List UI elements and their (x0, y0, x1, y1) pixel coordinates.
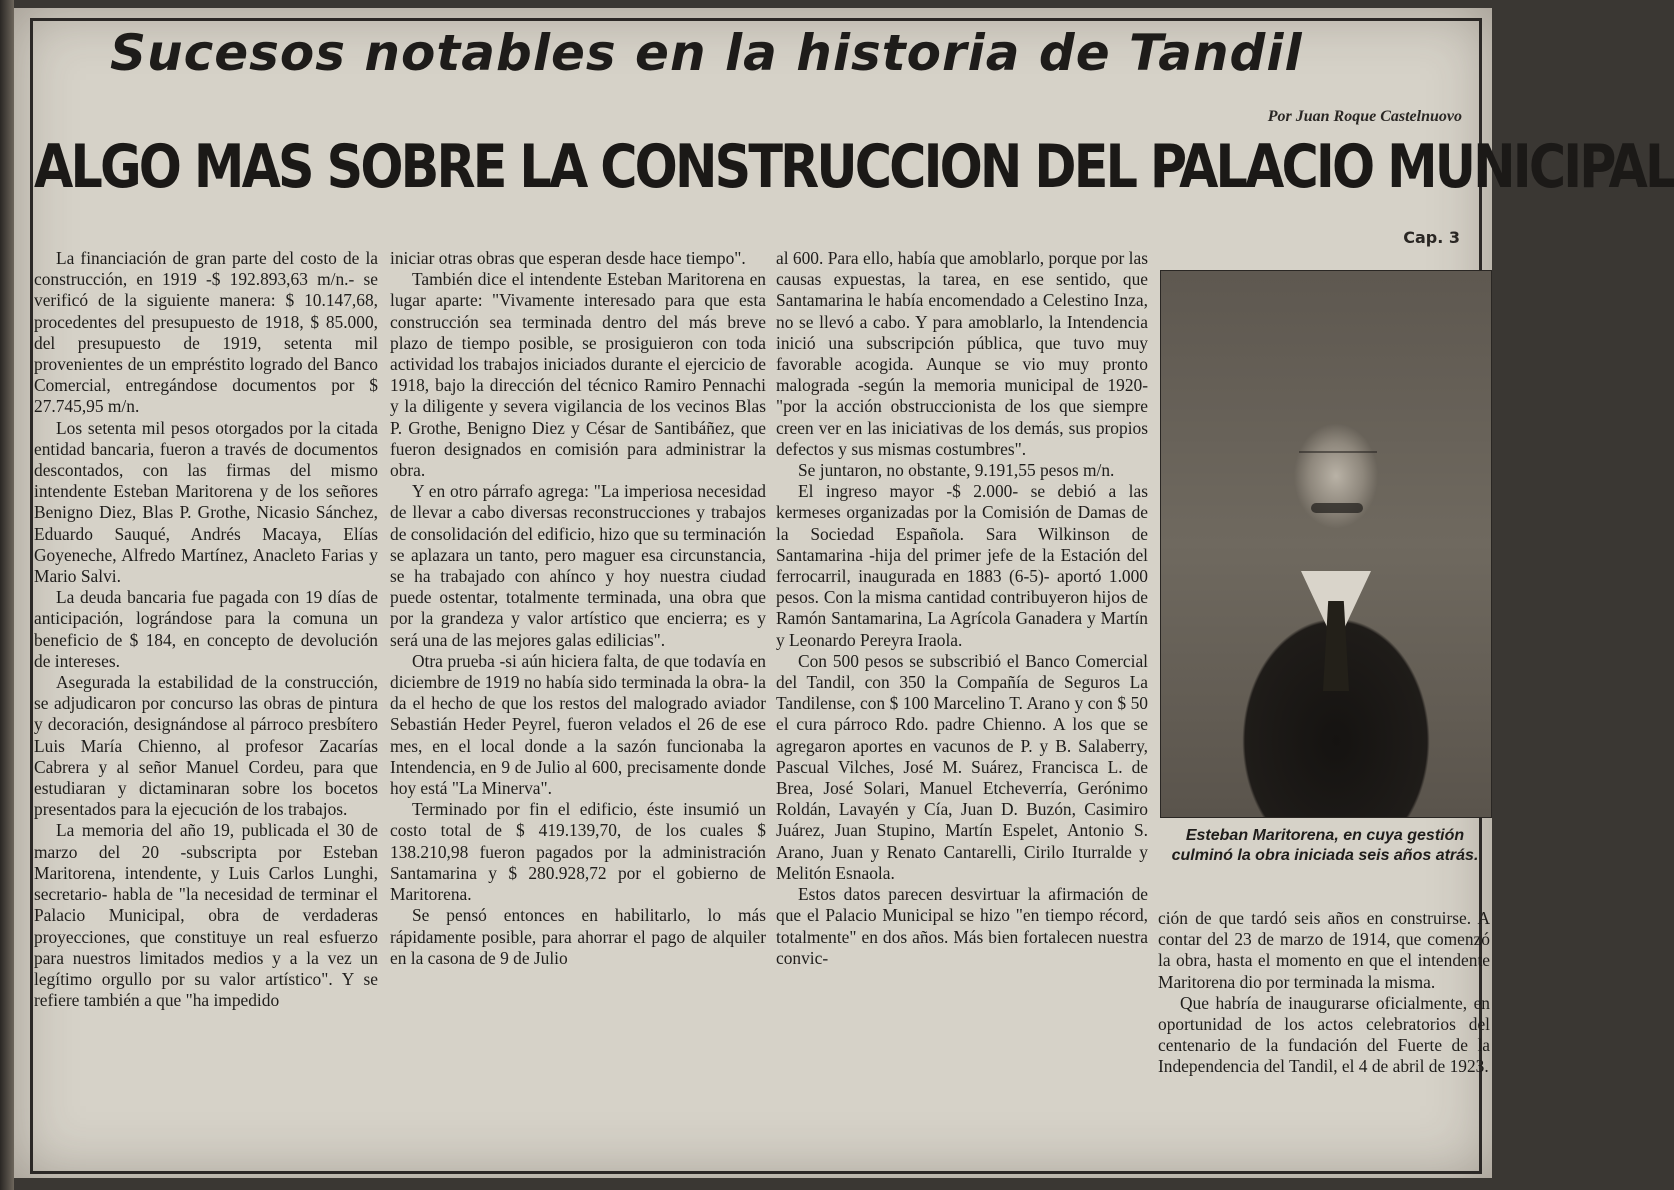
paragraph: Se juntaron, no obstante, 9.191,55 pesos m/n. (798, 460, 1115, 481)
chapter-label: Cap. 3 (1403, 228, 1460, 247)
paragraph: También dice el intendente Esteban Maritorena en lugar aparte: "Vivamente interesado para que esta construcción sea terminada dentro del más breve plazo de tiempo posible, se prosiguieron con toda actividad los trabajos iniciados durante el ejercicio de 1918, bajo la dirección del técnico Ramiro Pennachi y la diligente y severa vigilancia de los vecinos Blas P. Grothe, Benigno Diez y César de Santibáñez, que fueron designados en comisión para administrar la obra. (390, 269, 766, 481)
paragraph: iniciar otras obras que esperan desde hace tiempo". (390, 248, 746, 268)
paragraph: Estos datos parecen desvirtuar la afirmación de que el Palacio Municipal se hizo "en tiempo récord, totalmente" en dos años. Más bien fortalecen nuestra convic- (776, 884, 1148, 968)
paragraph: Terminado por fin el edificio, éste insumió un costo total de $ 419.139,70, de los cuales $ 138.210,98 fueron pagados por la administración Santamarina y $ 280.928,72 por el gobierno de Maritorena. (390, 799, 766, 905)
article-headline: ALGO MAS SOBRE LA CONSTRUCCION DEL PALACIO MUNICIPAL (34, 132, 1674, 202)
page-left-edge (0, 0, 14, 1190)
text-column-4 (1158, 908, 1490, 1148)
paragraph: Los setenta mil pesos otorgados por la citada entidad bancaria, fueron a través de documentos descontados, con las firmas del mismo intendente Esteban Maritorena y de los señores Benigno Diez, Blas P. Grothe, Nicasio Sánchez, Eduardo Sauqué, Andrés Macaya, Elías Goyeneche, Alfredo Martínez, Anacleto Farias y Mario Salvi. (34, 417, 378, 587)
photo-caption: Esteban Maritorena, en cuya gestión culminó la obra iniciada seis años atrás. (1171, 827, 1479, 864)
paragraph: La financiación de gran parte del costo de la construcción, en 1919 -$ 192.893,63 m/n.- se verificó de la siguiente manera: $ 10.147,68, procedentes del presupuesto de 1918, $ 85.000, del presupuesto de 1919, setenta mil provenientes de un empréstito logrado del Banco Comercial, entregándose documentos por $ 27.745,95 m/n. (34, 248, 378, 417)
glasses-detail (1299, 451, 1377, 473)
text-column-3 (776, 248, 1148, 1153)
paragraph: Asegurada la estabilidad de la construcción, se adjudicaron por concurso las obras de pintura y decoración, designándose al párroco presbítero Luis María Chienno, al profesor Zacarías Cabrera y al señor Manuel Cordeu, para que estudiaran y dictaminaran sobre los bocetos presentados para la ejecución de los trabajos. (34, 672, 378, 820)
paragraph: El ingreso mayor -$ 2.000- se debió a las kermeses organizadas por la Comisión de Damas de la Sociedad Española. Sara Wilkinson de Santamarina -hija del primer jefe de la Estación del ferrocarril, inaugurada en 1883 (6-5)- aportó 1.000 pesos. Con la misma cantidad contribuyeron hijos de Ramón Santamarina, La Agrícola Ganadera y Martín y Leonardo Pereyra Iraola. (776, 481, 1148, 650)
newspaper-page (14, 8, 1674, 1178)
paragraph: Otra prueba -si aún hiciera falta, de que todavía en diciembre de 1919 no había sido terminada la obra- la da el hecho de que los restos del malogrado aviador Sebastián Heder Peyrel, fueron velados el 26 de ese mes, en el local donde a la sazón funcionaba la Intendencia, en 9 de Julio al 600, precisamente donde hoy está "La Minerva". (390, 650, 766, 799)
byline: Por Juan Roque Castelnuovo (1267, 108, 1462, 125)
moustache-detail (1311, 503, 1363, 513)
section-kicker: Sucesos notables en la historia de Tandil (110, 24, 1303, 82)
paragraph: Con 500 pesos se subscribió el Banco Comercial del Tandil, con 350 la Compañía de Seguros La Tandilense, con $ 100 Marcelino T. Arano y con $ 50 el cura párroco Rdo. padre Chienno. A los que se agregaron aportes en vacunos de P. y B. Salaberry, Pascual Vilches, José M. Suárez, Francisca L. de Brea, José Solari, Manuel Etcheverría, Gerónimo Roldán, Lavayén y Cía, Juan D. Buzón, Casimiro Juárez, Juan Stupino, Martín Espelet, Antonio S. Arano, Juan y Renato Cantarelli, Cirilo Iturralde y Melitón Esnaola. (776, 650, 1148, 883)
text-column-1 (34, 248, 378, 1153)
paragraph: Que habría de inaugurarse oficialmente, en oportunidad de los actos celebratorios del centenario de la fundación del Fuerte de la Independencia del Tandil, el 4 de abril de 1923. (1158, 992, 1490, 1077)
paragraph: al 600. Para ello, había que amoblarlo, porque por las causas expuestas, la tarea, en ese sentido, que Santamarina le había encomendado a Celestino Inza, no se llevó a cabo. Y para amoblarlo, la Intendencia inició una subscripción pública, que tuvo muy favorable acogida. Aunque se vio muy pronto malograda -según la memoria municipal de 1920- "por la acción obstruccionista de los que siempre creen ver en las iniciativas de los demás, sus propios defectos y sus mismas costumbres". (776, 248, 1148, 459)
portrait-photo (1160, 270, 1492, 818)
paragraph: La deuda bancaria fue pagada con 19 días de anticipación, lográndose para la comuna un beneficio de $ 184, en concepto de devolución de intereses. (34, 587, 378, 671)
paragraph: La memoria del año 19, publicada el 30 de marzo del 20 -subscripta por Esteban Maritorena, intendente, y Luis Carlos Lunghi, secretario- habla de "la necesidad de terminar el Palacio Municipal, obra de verdaderas proyecciones, que constituye un real esfuerzo para nuestros limitados medios y a la vez un legítimo orgullo por su valor artístico". Y se refiere también a que "ha impedido (34, 820, 378, 1011)
paragraph: Se pensó entonces en habilitarlo, lo más rápidamente posible, para ahorrar el pago de alquiler en la casona de 9 de Julio (390, 905, 766, 968)
paragraph: Y en otro párrafo agrega: "La imperiosa necesidad de llevar a cabo diversas reconstrucciones y trabajos de consolidación del edificio, hizo que su terminación se aplazara un tanto, pero maguer esa circunstancia, se ha trabajado con ahínco y hoy nuestra ciudad puede ostentar, totalmente terminada, una obra que por la grandeza y valor artístico que encierra; es y será una de las mejores galas edilicias". (390, 481, 766, 650)
text-column-2 (390, 248, 766, 1153)
paragraph: ción de que tardó seis años en construirse. A contar del 23 de marzo de 1914, que comenzó la obra, hasta el momento en que el intendente Maritorena dio por terminada la misma. (1158, 908, 1490, 992)
